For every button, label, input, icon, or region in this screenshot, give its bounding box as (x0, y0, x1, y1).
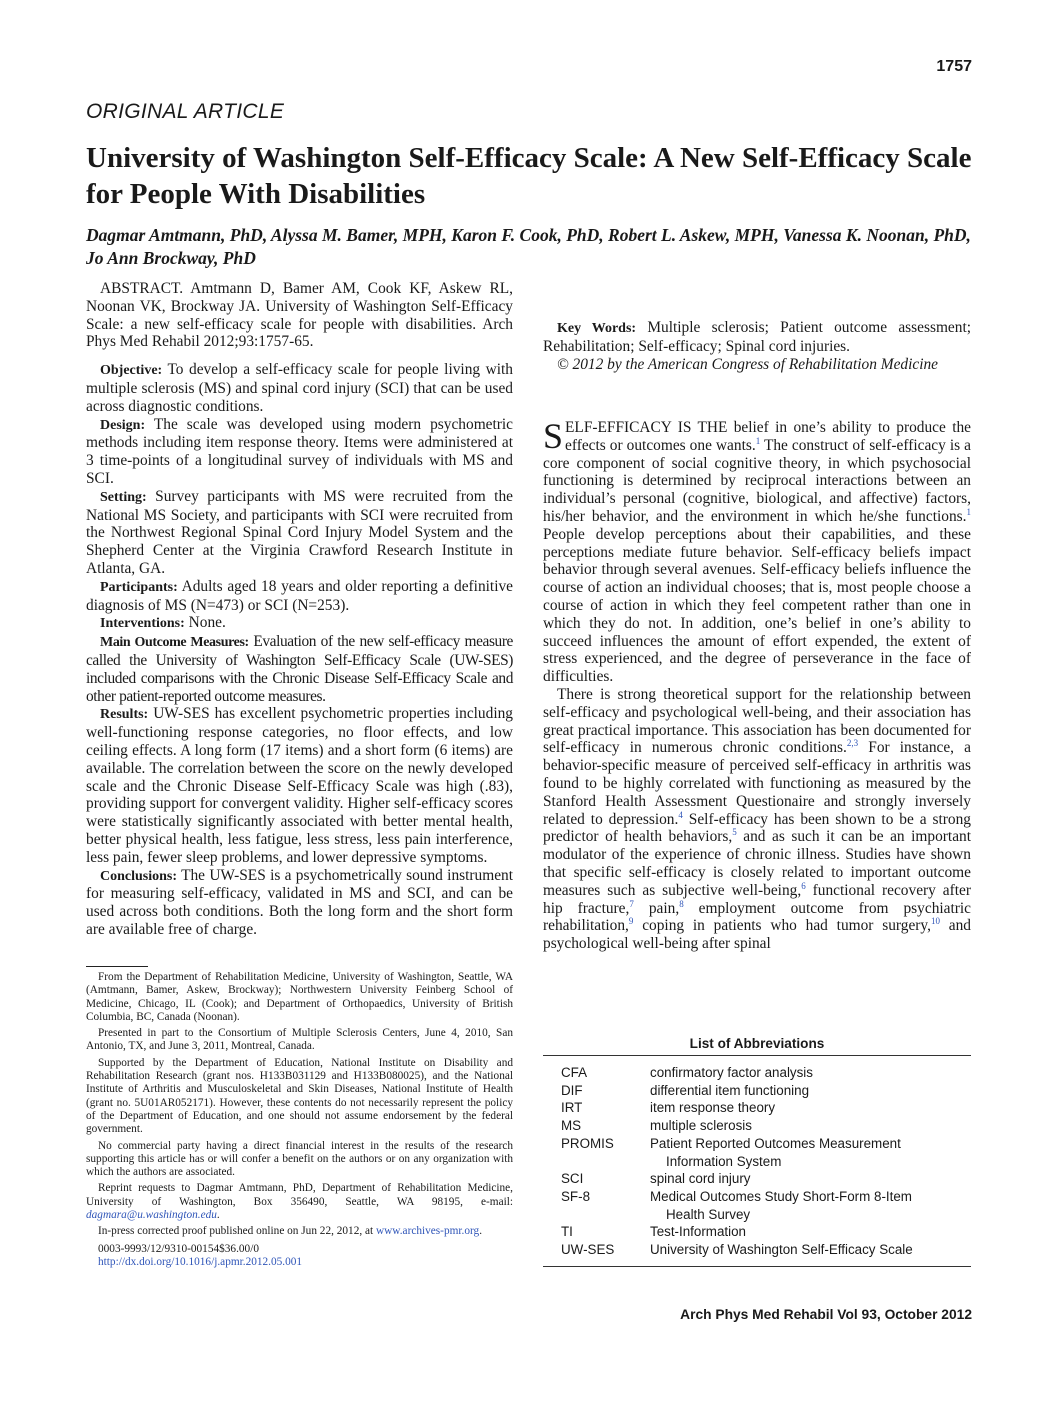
journal-footer: Arch Phys Med Rehabil Vol 93, October 2012 (680, 1307, 972, 1322)
abstract-results (86, 705, 513, 866)
objective-label: Objective: (100, 363, 163, 379)
table-row (543, 1188, 971, 1223)
abbreviations-bottom-rule (543, 1266, 971, 1267)
inpress-end: . (479, 1225, 483, 1238)
email-link[interactable]: dagmara@u.washington.edu (86, 1209, 217, 1222)
abbreviations-title: List of Abbreviations (543, 1033, 971, 1056)
author-list: Dagmar Amtmann, PhD, Alyssa M. Bamer, MPH, Karon F. Cook, PhD, Robert L. Askew, MPH, Vanessa K. Noonan, PhD, Jo Ann Brockway, PhD (86, 225, 971, 268)
abbr-term: PROMIS (561, 1135, 614, 1151)
abbr-term: CFA (561, 1065, 588, 1080)
body-p1-tail: People develop perceptions about their capabilities, and these perceptions mediate future behavior. Self-efficacy beliefs impact behavior through several avenues. Self-efficacy beliefs influence the course of action an individual chooses; that is, most people choose a course of action in which they feel competent rather than one in which they do not. In addition, one’s belief in one’s ability to succeed influences the amount of effort expended, the extent of stress experienced, and the degree of perseverance in the face of difficulties. (543, 525, 971, 686)
abstract-design (86, 416, 513, 488)
reference-link[interactable]: 9 (628, 916, 634, 927)
abbr-definition: Test-Information (650, 1224, 747, 1240)
body-p2-c: Self-efficacy has been shown to be a strong predictor of health behaviors, (543, 810, 971, 846)
footnote-conflict: No commercial party having a direct financial interest in the results of the research supporting this article has or will confer a benefit on the authors or on any organization with which the authors are associated. (86, 1139, 513, 1179)
abstract-main-outcome-measures (86, 633, 513, 705)
reference-link[interactable]: 2,3 (846, 738, 859, 749)
conclusions-text: The UW-SES is a psychometrically sound instrument for measuring self-efficacy, validated in MS and SCI, and can be used across both conditions. Both the long form and the short form are available free of charge. (86, 866, 514, 938)
table-row (543, 1082, 971, 1100)
results-text: UW-SES has excellent psychometric properties including well-functioning response categories, no floor effects, and low ceiling effects. A long form (17 items) and a short form (6 items) are available. The correlation between the score on the newly developed scale and the Chronic Disease Self-Efficacy Scale was high (.83), providing support for convergent validity. Higher self-efficacy scores were statistically significantly associated with better mental health, better physical health, less fatigue, less stress, less pain interference, less pain, fewer sleep problems, and lower depressive symptoms. (86, 705, 513, 866)
table-row (543, 1117, 971, 1135)
body-text (543, 416, 972, 953)
main-outcome-label: Main Outcome Measures: (100, 635, 249, 651)
reference-link[interactable]: 1 (966, 506, 971, 517)
footnotes (86, 971, 513, 1272)
abstract-citation: ABSTRACT. Amtmann D, Bamer AM, Cook KF, Askew RL, Noonan VK, Brockway JA. University of Washington Self-Efficacy Scale: a new self-efficacy scale for people with disabilities. Arch Phys Med Rehabil 2012;93:1757-65. (86, 280, 513, 351)
body-paragraph-1 (543, 416, 971, 686)
abbr-definition: multiple sclerosis (650, 1118, 752, 1134)
footnote-inpress (86, 1225, 513, 1238)
reference-link[interactable]: 7 (629, 898, 634, 909)
abstract-interventions (86, 614, 513, 633)
reprint-text: Reprint requests to Dagmar Amtmann, PhD, Department of Rehabilitation Medicine, University of Washington, Box 356490, Seattle, WA 98195, e-mail: (86, 1182, 513, 1208)
abbr-definition: University of Washington Self-Efficacy Scale (650, 1242, 913, 1258)
setting-text: Survey participants with MS were recruited from the National MS Society, and participants with SCI were recruited from the Northwest Regional Spinal Cord Injury Model System and the Shepherd Center at the Virginia Crawford Research Institute in Atlanta, GA. (86, 487, 513, 577)
footnote-affiliation: From the Department of Rehabilitation Medicine, University of Washington, Seattle, WA (Amtmann, Bamer, Askew, Brockway); Northwestern University Feinberg School of Medicine, Chicago, IL (Cook); and Department of Orthopaedics, University of British Columbia, BC, Canada (Noonan). (86, 971, 513, 1023)
footnote-presented: Presented in part to the Consortium of Multiple Sclerosis Centers, June 4, 2010, San Antonio, TX, and June 3, 2011, Montreal, Canada. (86, 1027, 513, 1053)
keywords-label: Key Words: (557, 321, 637, 336)
body-p2-b: For instance, a behavior-specific measure of perceived self-efficacy in arthritis was found to be highly correlated with functioning as measured by the Stanford Health Assessment Questionaire and strongly inversely related to depression. (543, 739, 971, 828)
copyright: © 2012 by the American Congress of Rehabilitation Medicine (557, 355, 939, 373)
abstract-objective (86, 361, 513, 415)
main-outcome-text: Evaluation of the new self-efficacy measure called the University of Washington Self-Efficacy Scale (UW-SES) included comparisons with the Chronic Disease Self-Efficacy Scale and other patient-reported outcome measures. (86, 633, 513, 705)
participants-label: Participants: (100, 579, 178, 595)
article-type-label: ORIGINAL ARTICLE (86, 100, 285, 123)
table-row (543, 1170, 971, 1188)
footnote-divider (86, 966, 148, 967)
body-p2-g: employment outcome from psychiatric rehabilitation, (543, 899, 972, 935)
table-row (543, 1223, 971, 1241)
abbr-definition-continued: Information System (666, 1153, 782, 1169)
abbr-definition: item response theory (650, 1100, 776, 1116)
abbr-definition: Medical Outcomes Study Short-Form 8-Item (650, 1188, 912, 1204)
footnote-reprint (86, 1182, 513, 1222)
dropcap: S (543, 416, 564, 456)
reference-link[interactable]: 4 (678, 809, 683, 820)
doi-link[interactable]: http://dx.doi.org/10.1016/j.apmr.2012.05.001 (98, 1255, 303, 1268)
abstract-conclusions (86, 867, 513, 939)
conclusions-label: Conclusions: (100, 868, 178, 884)
design-text: The scale was developed using modern psychometric methods including item response theory. Items were administered at 3 time-points of a longitudinal survey of individuals with MS and SCI. (86, 415, 514, 487)
body-p2-h: coping in patients who had tumor surgery, (633, 917, 931, 935)
reference-link[interactable]: 5 (732, 827, 737, 838)
abbr-definition-continued: Health Survey (666, 1206, 751, 1222)
abbr-definition: confirmatory factor analysis (650, 1065, 813, 1080)
keywords-text: Multiple sclerosis; Patient outcome assessment; Rehabilitation; Self-efficacy; Spinal cord injuries. (543, 319, 971, 355)
inpress-text: In-press corrected proof published online on Jun 22, 2012, at (98, 1225, 374, 1238)
reference-link[interactable]: 1 (755, 435, 761, 446)
abbr-term: TI (561, 1224, 573, 1240)
table-row (543, 1135, 971, 1170)
abbr-term: MS (561, 1118, 582, 1134)
email-end: . (216, 1209, 220, 1222)
abbreviations-table (543, 1064, 971, 1259)
abbr-definition-cell (650, 1135, 971, 1170)
body-p2-i: and psychological well-being after spinal (543, 917, 971, 953)
body-p2-d: and as such it can be an important modulator of the experience of chronic illness. Studies have shown that specific self-efficacy is closely related to important outcome measures such as subjective well-being, (543, 828, 971, 899)
table-row (543, 1241, 971, 1259)
table-row (543, 1099, 971, 1117)
participants-text: Adults aged 18 years and older reporting a definitive diagnosis of MS (N=473) or SCI (N=253). (86, 577, 514, 614)
journal-url-link[interactable]: www.archives-pmr.org (375, 1225, 480, 1238)
abbr-definition: Patient Reported Outcomes Measurement (650, 1135, 901, 1151)
results-label: Results: (100, 707, 149, 723)
objective-text: To develop a self-efficacy scale for people living with multiple sclerosis (MS) and spinal cord injury (SCI) that can be used across diagnostic conditions. (86, 361, 513, 415)
reference-link[interactable]: 10 (930, 916, 940, 927)
abbr-term: DIF (561, 1082, 583, 1098)
reference-link[interactable]: 8 (679, 898, 684, 909)
keywords-block (543, 281, 971, 401)
abstract-participants (86, 578, 513, 615)
body-p2-e: functional recovery after hip fracture, (543, 881, 971, 917)
abbr-definition-cell (650, 1188, 971, 1223)
body-p2-a: There is strong theoretical support for the relationship between self-efficacy and psychological well-being, and their association has great practical importance. This association has been documented for self-efficacy in numerous chronic conditions. (543, 685, 971, 757)
abstract-setting (86, 488, 513, 578)
abbreviations-box (543, 1033, 971, 1267)
footnote-support: Supported by the Department of Education, National Institute on Disability and Rehabilitation Research (grant nos. H133B031129 and H133B080025), and the National Institute of Arthritis and Musculoskeletal and Skin Diseases, National Institute of Health (grant no. 5U01AR052171). However, these contents do not necessarily represent the policy of the Department of Education, and one should not assume endorsement by the federal government. (86, 1056, 513, 1136)
keywords (543, 319, 971, 356)
abbr-term: IRT (561, 1100, 583, 1116)
page-number: 1757 (936, 58, 972, 75)
table-row (543, 1064, 971, 1082)
abstract-column (86, 280, 513, 939)
abbr-term: UW-SES (561, 1242, 615, 1258)
abbr-term: SCI (561, 1171, 584, 1187)
abbr-term: SF-8 (561, 1188, 591, 1204)
design-label: Design: (100, 417, 146, 433)
abbr-definition: differential item functioning (650, 1082, 810, 1098)
body-p1-mid: The construct of self-efficacy is a core component of social cognitive theory, in which psychosocial functioning is determined by reciprocal interactions between an individual’s personal (cognitive, biological, and affective) factors, his/her behavior, and the environment in which he/she functions. (543, 436, 971, 525)
footnote-issn: 0003-9993/12/9310-00154$36.00/0 (98, 1242, 259, 1255)
reference-link[interactable]: 6 (801, 880, 806, 891)
interventions-text: None. (188, 614, 226, 632)
body-paragraph-2 (543, 686, 971, 953)
article-title: University of Washington Self-Efficacy Scale: A New Self-Efficacy Scale for People With Disabilities (86, 142, 972, 210)
interventions-label: Interventions: (100, 616, 185, 632)
body-p2-f: pain, (633, 899, 680, 917)
body-p1-lead: ELF-EFFICACY IS THE belief in one’s ability to produce the effects or outcomes one wants. (565, 419, 971, 454)
setting-label: Setting: (100, 489, 147, 505)
abbr-definition: spinal cord injury (650, 1171, 751, 1187)
